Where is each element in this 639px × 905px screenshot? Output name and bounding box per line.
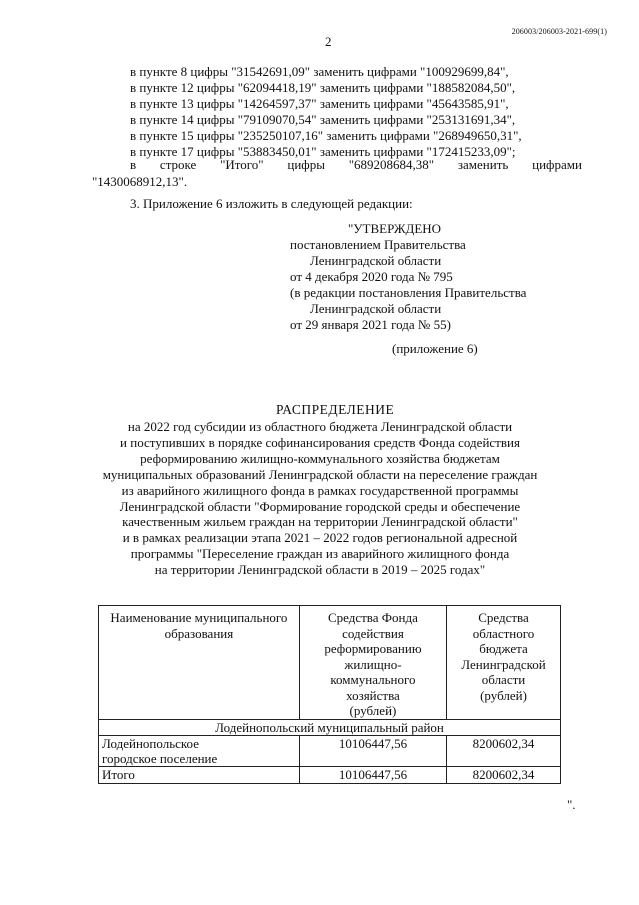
header-text: областного (472, 625, 535, 641)
header-municipality (99, 606, 300, 720)
municipality-name-line: городское поселение (102, 750, 218, 766)
header-text: жилищно- (344, 656, 402, 672)
appendix-instruction: 3. Приложение 6 изложить в следующей редакции: (130, 196, 413, 211)
distribution-line: качественным жильем граждан на территории Ленинградской области" (122, 514, 518, 530)
closing-quote: ". (567, 797, 576, 812)
total-change-continuation: "1430068912,13". (92, 174, 188, 189)
approval-stamp (290, 221, 526, 333)
change-line: в пункте 15 цифры "235250107,16" заменить цифрами "268949650,31", (130, 128, 522, 143)
total-change-word: в (130, 157, 137, 172)
header-text: образования (164, 625, 234, 641)
change-line: в пункте 12 цифры "62094418,19" заменить цифрами "188582084,50", (130, 80, 516, 95)
table-row (99, 735, 561, 766)
approved-line: Ленинградской области (310, 253, 442, 268)
distribution-line: на 2022 год субсидии из областного бюджета Ленинградской области (127, 419, 513, 434)
change-line: в пункте 13 цифры "14264597,37" заменить цифрами "45643585,91", (130, 96, 509, 111)
document-code: 206003/206003-2021-699(1) (511, 27, 607, 36)
page-number: 2 (325, 34, 332, 49)
approved-line: (в редакции постановления Правительства (290, 285, 527, 300)
approved-line: Ленинградской области (310, 301, 442, 316)
approved-line: от 29 января 2021 года № 55) (290, 317, 451, 332)
header-text: реформированию (324, 641, 422, 656)
header-text: (рублей) (349, 703, 397, 718)
header-text: Наименование муниципального (110, 610, 288, 625)
total-change-word: цифрами (532, 157, 582, 172)
total-change-word: цифры (287, 157, 325, 172)
municipality-name-line: Лодейнопольское (102, 735, 199, 751)
header-text: Ленинградской (461, 656, 546, 672)
total-label: Итого (99, 766, 300, 783)
regional-amount: 8200602,34 (447, 735, 561, 766)
approved-heading: "УТВЕРЖДЕНО (348, 221, 442, 236)
total-fund-amount: 10106447,56 (299, 766, 446, 783)
subsidy-table (98, 605, 561, 784)
district-name: Лодейнопольский муниципальный район (99, 719, 561, 735)
total-change-line (92, 157, 582, 173)
total-change-word: заменить (457, 157, 509, 172)
header-regional-budget (447, 606, 561, 720)
table-header-row (99, 606, 561, 720)
change-line: в пункте 14 цифры "79109070,54" заменить цифрами "253131691,34", (130, 112, 516, 127)
change-line: в пункте 8 цифры "31542691,09" заменить цифрами "100929699,84", (130, 64, 509, 79)
distribution-line: и поступивших в порядке софинансирования средств Фонда содействия (120, 434, 520, 450)
header-text: коммунального (330, 672, 416, 687)
header-fund (299, 606, 446, 720)
fund-amount: 10106447,56 (299, 735, 446, 766)
header-text: Средства Фонда (327, 610, 418, 625)
header-text: бюджета (479, 641, 528, 656)
header-text: (рублей) (480, 687, 527, 703)
distribution-line: и в рамках реализации этапа 2021 – 2022 годов региональной адресной (122, 530, 518, 546)
distribution-line: Ленинградской области "Формирование городской среды и обеспечение (119, 498, 521, 514)
distribution-title: РАСПРЕДЕЛЕНИЕ (276, 402, 395, 417)
appendix-note: (приложение 6) (392, 341, 478, 356)
header-text: области (481, 672, 526, 687)
total-change-paragraph (92, 157, 582, 190)
change-line: в пункте 17 цифры "53883450,01" заменить цифрами "172415233,09"; (130, 144, 516, 159)
distribution-line: программы "Переселение граждан из аварийного жилищного фонда (130, 546, 510, 562)
table-district-row (99, 719, 561, 735)
distribution-line: на территории Ленинградской области в 2019 – 2025 годах" (154, 562, 486, 578)
distribution-line: муниципальных образований Ленинградской области на переселение граждан (102, 466, 538, 482)
table-total-row (99, 766, 561, 783)
total-change-word: строке (159, 157, 197, 172)
approved-line: постановлением Правительства (290, 237, 466, 252)
total-change-word: "689208684,38" (348, 157, 435, 172)
distribution-line: из аварийного жилищного фонда в рамках государственной программы (121, 482, 519, 498)
header-text: Средства (478, 610, 529, 625)
approved-line: от 4 декабря 2020 года № 795 (290, 269, 453, 284)
municipality-name (99, 735, 300, 766)
total-regional-amount: 8200602,34 (447, 766, 561, 783)
total-change-word: "Итого" (220, 157, 264, 172)
header-text: содействия (342, 625, 404, 641)
header-text: хозяйства (346, 687, 400, 703)
distribution-description (60, 419, 580, 578)
distribution-line: реформированию жилищно-коммунального хозяйства бюджетам (140, 450, 500, 466)
